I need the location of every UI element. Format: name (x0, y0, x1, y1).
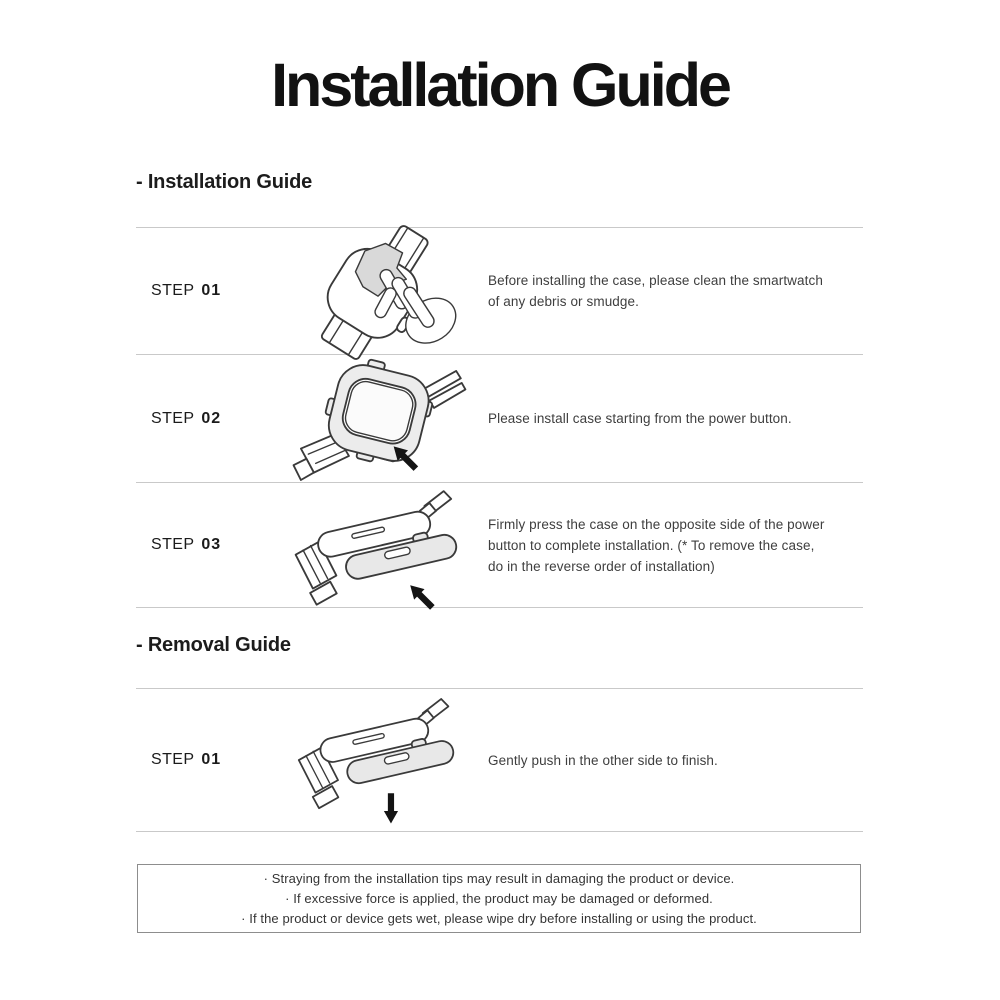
installation-step-row-1 (136, 227, 863, 354)
section-heading-installation: - Installation Guide (136, 171, 313, 193)
step-label: STEP (151, 282, 195, 299)
description-line: button to complete installation. (* To remove the case, (488, 537, 815, 553)
step-number: 01 (201, 282, 222, 299)
warning-line: · Straying from the installation tips may result in damaging the product or device. (263, 870, 735, 886)
watch-side-view (289, 490, 467, 607)
step-description (488, 408, 792, 429)
step-label: STEP (151, 536, 195, 553)
step-number: 03 (201, 536, 222, 553)
step-illustration-cell (286, 486, 472, 604)
warning-line: · If excessive force is applied, the product may be damaged or deformed. (285, 890, 713, 906)
step-illustration-cell (286, 358, 472, 480)
removal-step-row-1 (136, 688, 863, 831)
step-number: 01 (201, 751, 222, 768)
description-line: Firmly press the case on the opposite side of the power (488, 516, 825, 532)
install-case-illustration (293, 358, 465, 480)
press-direction-arrow-icon (405, 580, 438, 613)
step-number: 02 (201, 409, 222, 427)
description-line: Before installing the case, please clean the smartwatch (488, 273, 823, 288)
step-description (488, 750, 718, 771)
installation-step-row-2 (136, 354, 863, 482)
step-illustration-cell (286, 232, 472, 350)
step-description (488, 270, 823, 312)
step-label-cell (136, 282, 286, 300)
step-description (488, 514, 824, 577)
step-label-cell (136, 536, 286, 554)
remove-case-illustration (293, 694, 465, 827)
description-line: Please install case starting from the power button. (488, 411, 792, 426)
press-case-illustration (293, 486, 465, 604)
warning-line: · If the product or device gets wet, please wipe dry before installing or using the product. (241, 910, 757, 926)
installation-step-row-3 (136, 482, 863, 607)
step-illustration-cell (286, 694, 472, 827)
step-label-cell (136, 751, 286, 769)
warning-box (137, 864, 861, 933)
description-line: Gently push in the other side to finish. (488, 752, 718, 768)
hand (373, 267, 464, 352)
description-line: do in the reverse order of installation) (488, 558, 715, 574)
step-label: STEP (151, 409, 195, 427)
page-title: Installation Guide (271, 51, 729, 119)
step-label: STEP (151, 751, 195, 768)
removal-steps-block (136, 688, 863, 832)
watch-side-view (293, 697, 465, 809)
push-down-arrow-icon (384, 793, 398, 823)
description-line: of any debris or smudge. (488, 294, 639, 309)
installation-steps-block (136, 227, 863, 608)
section-heading-removal: - Removal Guide (136, 634, 291, 656)
clean-watch-illustration (299, 232, 459, 350)
step-label-cell (136, 410, 286, 428)
